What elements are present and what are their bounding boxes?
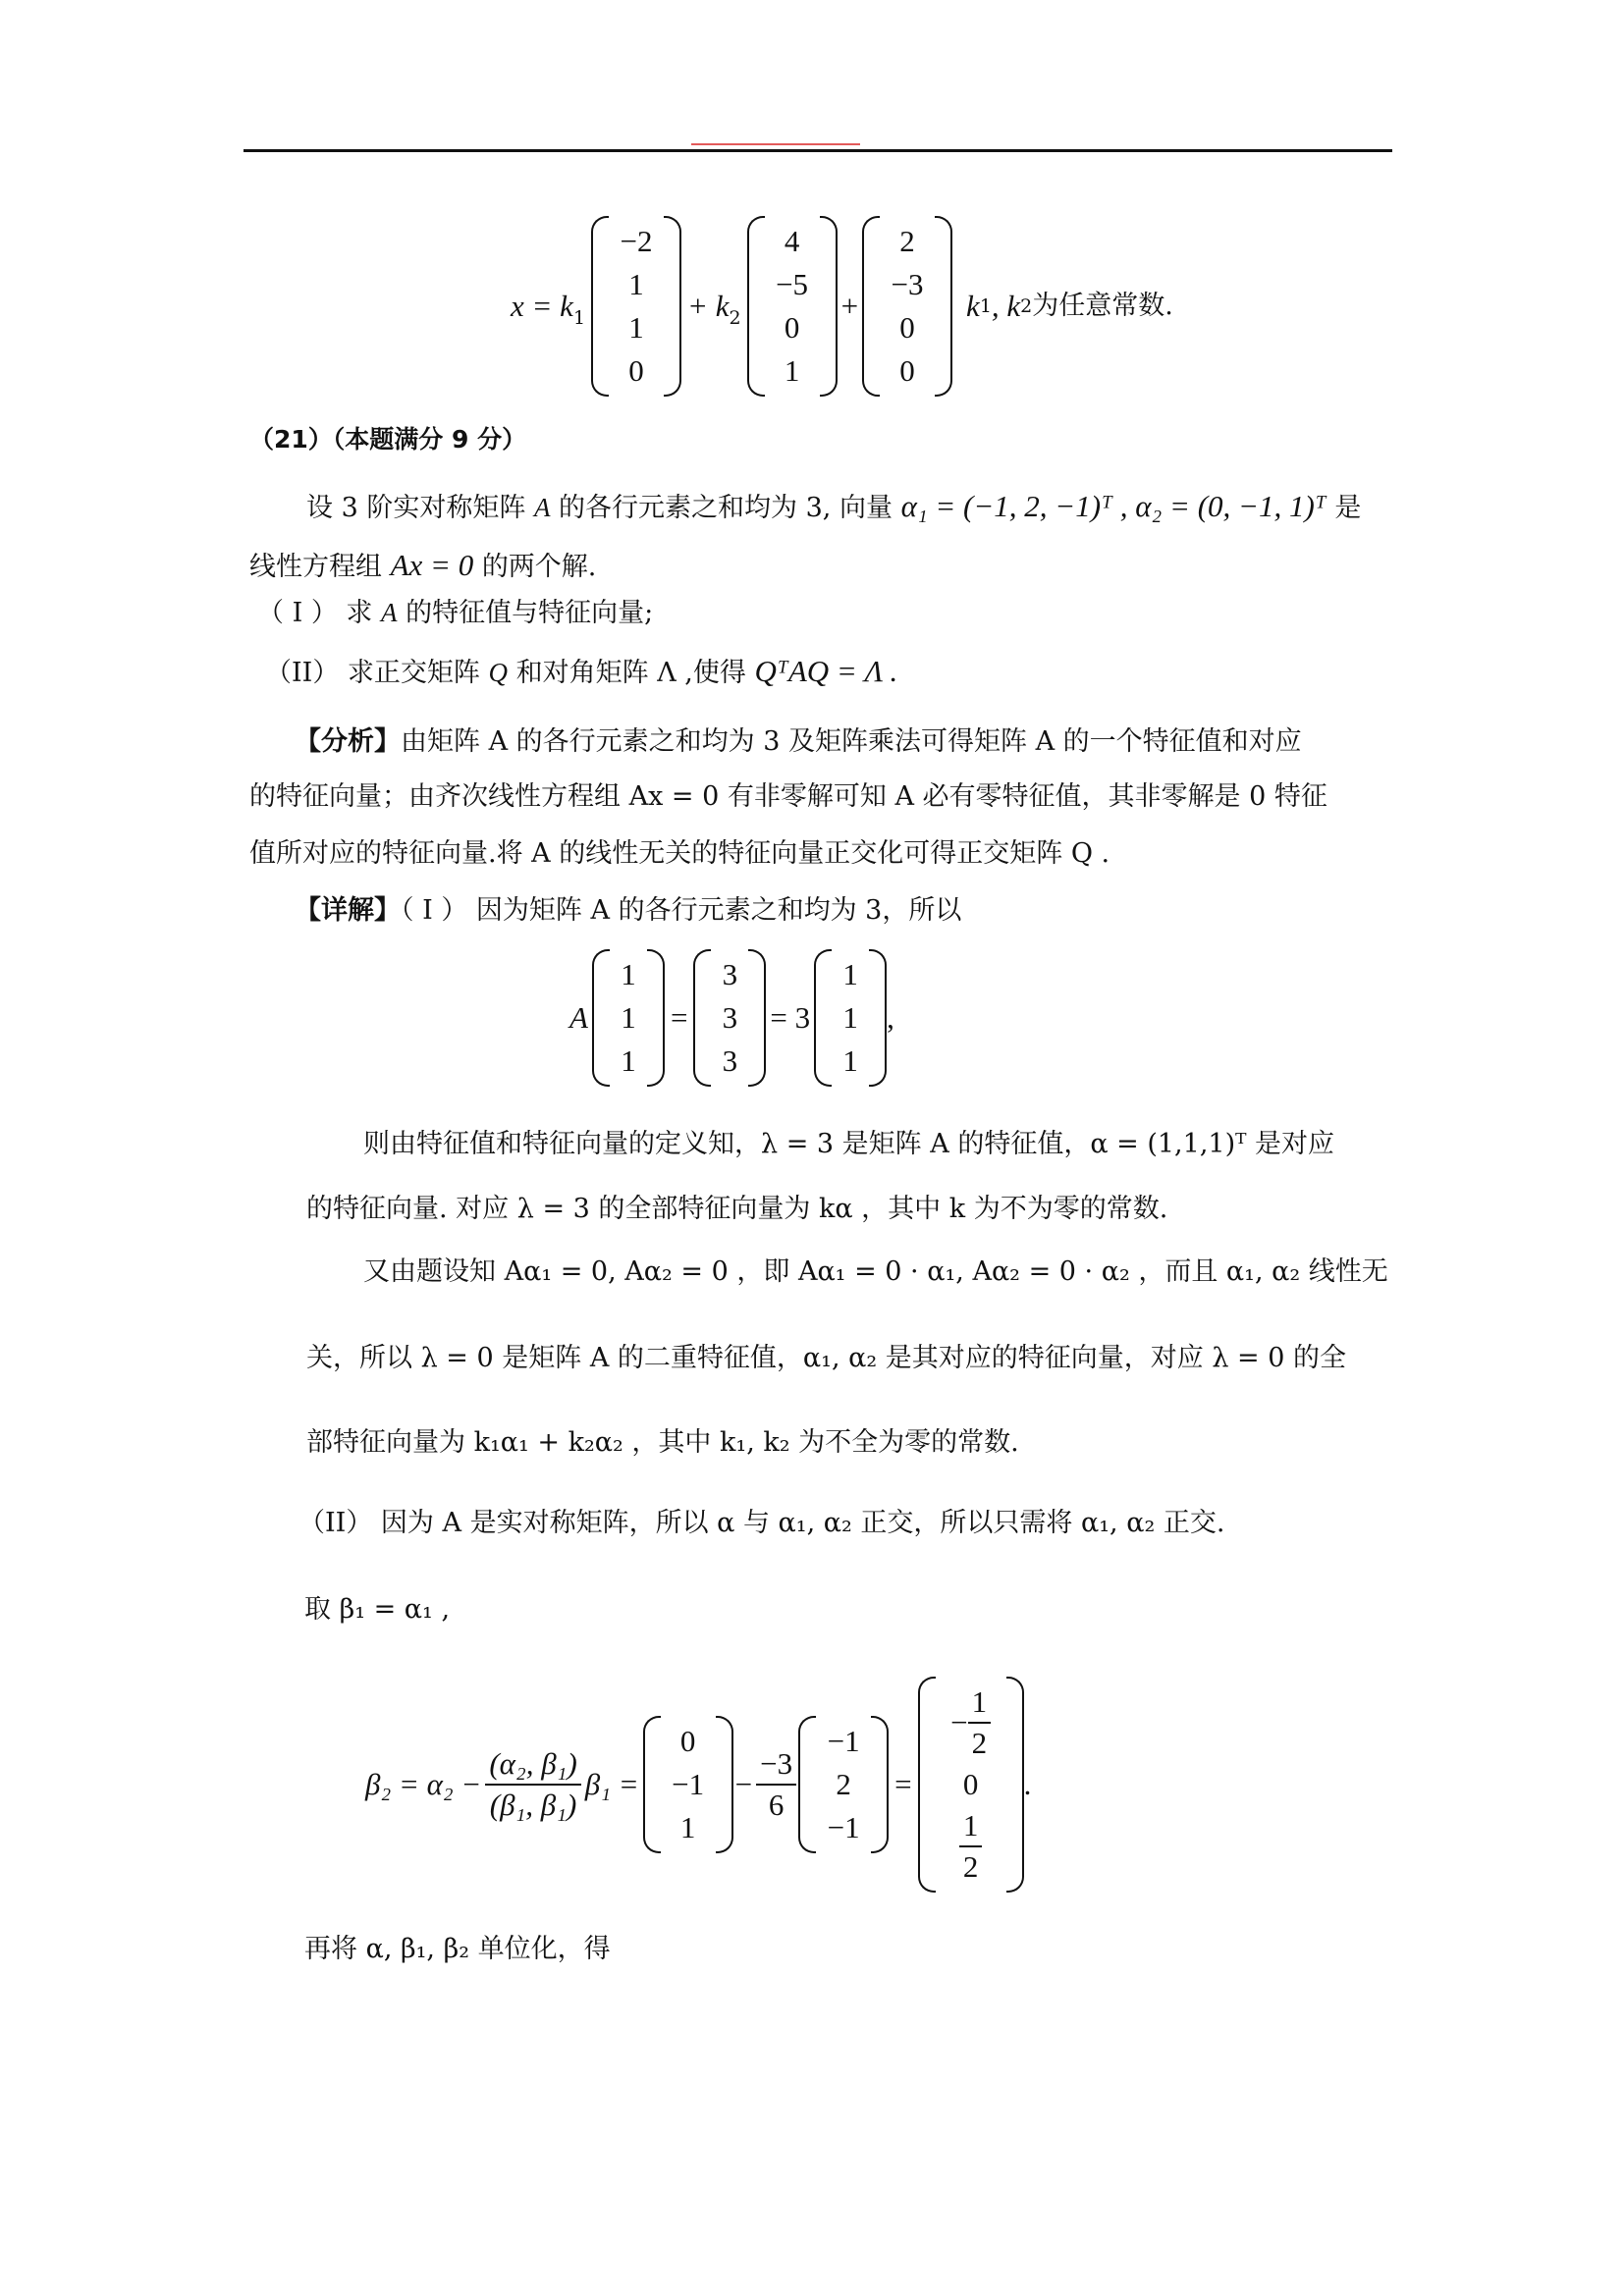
detail-line-8: 取 β₁ = α₁ , — [304, 1594, 451, 1625]
vector-3 — [862, 216, 952, 397]
v1-cell: 1 — [628, 310, 644, 345]
problem-number: （21）（本题满分 9 分） — [249, 425, 527, 454]
v3-cell: −3 — [891, 267, 924, 301]
analysis-line-3: 值所对应的特征向量.将 A 的线性无关的特征向量正交化可得正交矩阵 Q . — [249, 838, 1110, 869]
v2-cell: −5 — [776, 267, 809, 301]
detail-line-5: 关，所以 λ = 0 是矩阵 A 的二重特征值，α₁, α₂ 是其对应的特征向量，对应 λ = 0 的全 — [306, 1343, 1347, 1373]
detail-label: 【详解】 — [295, 895, 401, 926]
header-rule — [244, 149, 1392, 152]
eq-plus1: + k — [687, 289, 730, 323]
v1-cell: −2 — [620, 224, 653, 258]
v3-cell: 0 — [899, 353, 915, 388]
v1-cell: 0 — [628, 353, 644, 388]
eq-sub2: 2 — [729, 307, 741, 329]
detail-line-1: 【详解】（ I ） 因为矩阵 A 的各行元素之和均为 3，所以 — [295, 895, 962, 926]
detail-line-9: 再将 α, β₁, β₂ 单位化，得 — [304, 1934, 611, 1964]
detail-line-4: 又由题设知 Aα₁ = 0, Aα₂ = 0 ，即 Aα₁ = 0 · α₁, Aα₂ = 0 · α₂ ，而且 α₁, α₂ 线性无 — [363, 1256, 1388, 1287]
question-1: （ I ） 求 A 的特征值与特征向量; — [257, 598, 654, 628]
v3-cell: 0 — [899, 310, 915, 345]
row-sum-equation: A 1 1 1 = 3 3 3 = 3 1 1 1 , — [569, 944, 894, 1092]
question-2: （II） 求正交矩阵 Q 和对角矩阵 Λ ,使得 QᵀAQ = Λ . — [265, 654, 898, 688]
v1-cell: 1 — [628, 267, 644, 301]
analysis-line-1: 【分析】由矩阵 A 的各行元素之和均为 3 及矩阵乘法可得矩阵 A 的一个特征值和对应 — [295, 726, 1302, 757]
v3-cell: 2 — [899, 224, 915, 258]
eq-lhs: x = k — [511, 289, 573, 323]
vector-1 — [591, 216, 681, 397]
eq-tail-comma: , k — [991, 289, 1021, 323]
analysis-line-2: 的特征向量；由齐次线性方程组 Ax = 0 有非零解可知 A 必有零特征值，其非零解是 0 特征 — [249, 781, 1327, 812]
eq-plus2: + — [840, 289, 859, 323]
v2-cell: 4 — [784, 224, 800, 258]
vector-2 — [747, 216, 838, 397]
detail-line-7: （II） 因为 A 是实对称矩阵，所以 α 与 α₁, α₂ 正交，所以只需将 α₁, α₂ 正交. — [298, 1508, 1225, 1538]
detail-line-2: 则由特征值和特征向量的定义知，λ = 3 是矩阵 A 的特征值，α = (1,1,1)ᵀ 是对应 — [363, 1129, 1335, 1159]
analysis-label: 【分析】 — [295, 726, 401, 757]
problem-line-2: 线性方程组 Ax = 0 的两个解. — [249, 548, 597, 582]
gram-schmidt-equation: β₂ = α₂ − $\frac{\text{(α₂, β₁)}}{\text{(β₁, β₁)}}$ β₁ = 0 −1 1 − $\frac{-3}{6}$ −1 2 −1 = − $\frac{1}{2}$ 0 $\frac{1}{2}$ . — [365, 1669, 1031, 1900]
problem-line-1: 设 3 阶实对称矩阵 A 的各行元素之和均为 3, 向量 α₁ = (−1, 2, −1)ᵀ , α₂ = (0, −1, 1)ᵀ 是 — [306, 489, 1362, 523]
header-accent-line — [691, 143, 860, 145]
detail-line-6: 部特征向量为 k₁α₁ + k₂α₂ ，其中 k₁, k₂ 为不全为零的常数. — [306, 1427, 1019, 1458]
v2-cell: 1 — [784, 353, 800, 388]
general-solution-equation: x = k 1 −2 1 1 0 + k 2 4 −5 0 1 + 2 −3 0 0 k 1 , k 2 为任意常数. — [511, 208, 1173, 404]
eq-tail-k: k — [966, 289, 980, 323]
eq-sub1: 1 — [572, 307, 586, 329]
v2-cell: 0 — [784, 310, 800, 345]
detail-line-3: 的特征向量. 对应 λ = 3 的全部特征向量为 kα ，其中 k 为不为零的常数. — [306, 1194, 1168, 1224]
eq-tail-text: 为任意常数. — [1032, 291, 1173, 321]
